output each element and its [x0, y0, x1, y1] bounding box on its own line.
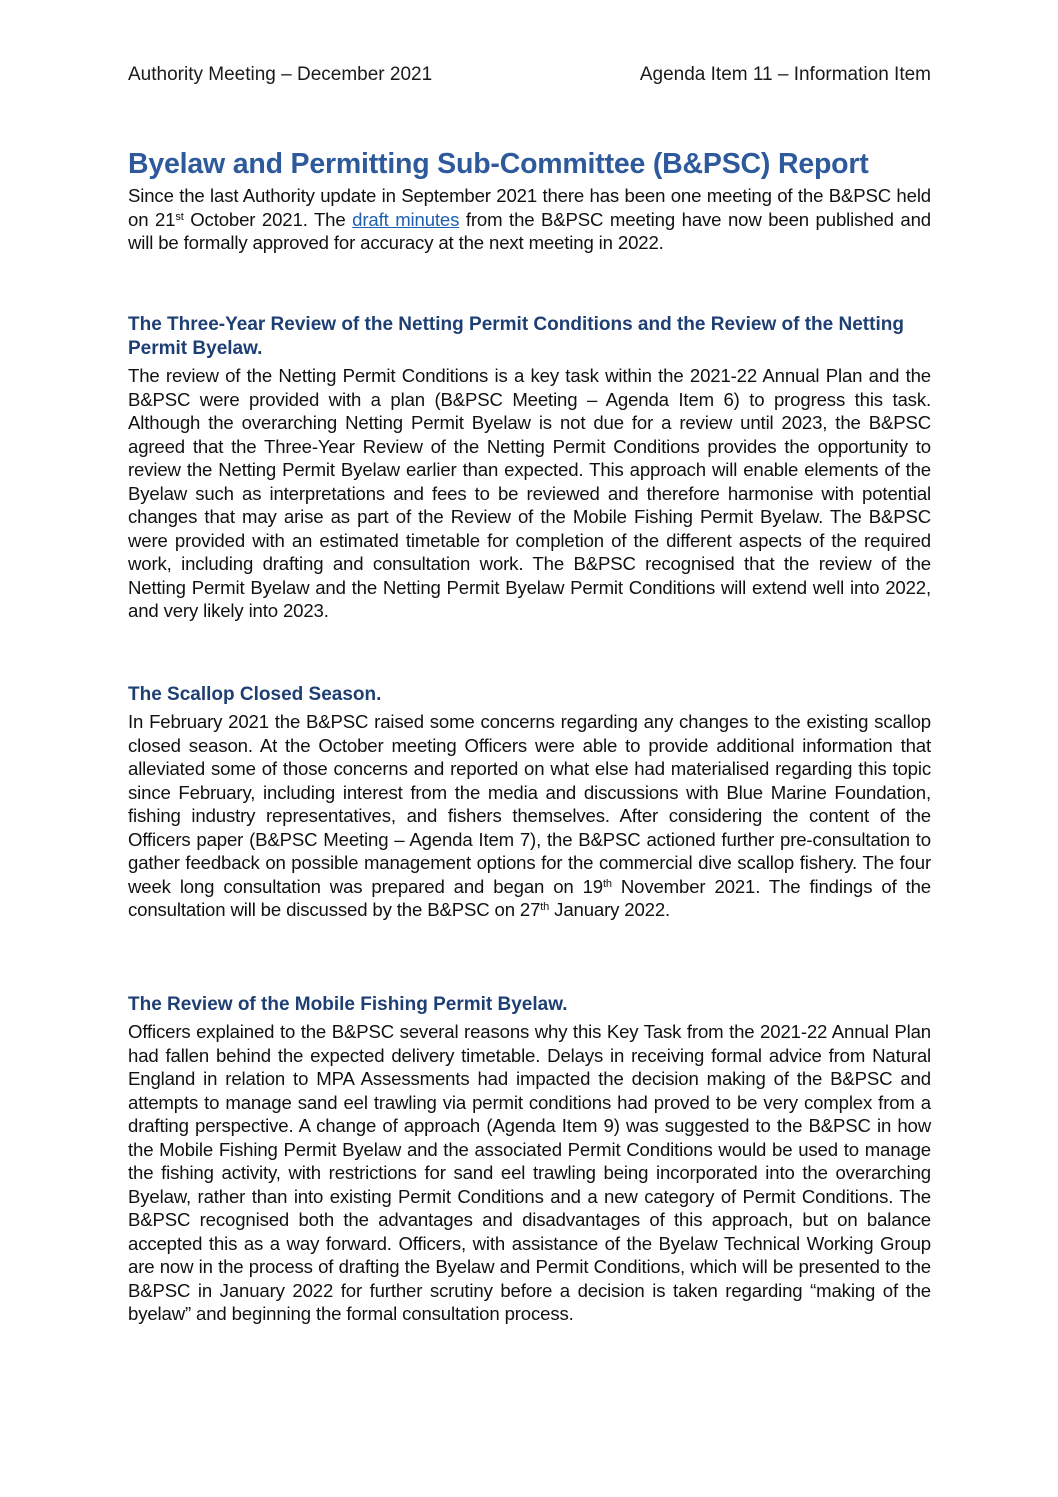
section-body-scallop	[128, 710, 931, 922]
scallop-text-1: In February 2021 the B&PSC raised some concerns regarding any changes to the existing scallop closed season. At the October meeting Officers were able to provide additional information that alleviated some of those concerns and reported on what else had materialised regarding this topic since February, including interest from the media and discussions with Blue Marine Foundation, fishing industry representatives, and fishers themselves. After considering the content of the Officers paper (B&PSC Meeting – Agenda Item 7), the B&PSC actioned further pre-consultation to gather feedback on possible management options for the commercial dive scallop fishery. The four week long consultation was prepared and began on 19	[128, 711, 931, 897]
intro-text-1: Since the last Authority update in September 2021 there has been one meeting of the B&PSC held on 21	[128, 185, 931, 230]
header-meeting: Authority Meeting – December 2021	[128, 64, 433, 85]
intro-text-2: October 2021. The	[183, 208, 353, 230]
draft-minutes-link[interactable]: draft minutes	[352, 208, 460, 230]
intro-paragraph	[128, 184, 931, 255]
header-agenda-item: Agenda Item 11 – Information Item	[639, 64, 931, 85]
section-heading-netting: The Three-Year Review of the Netting Permit Conditions and the Review of the Netting Permit Byelaw.	[128, 314, 904, 359]
scallop-text-2: November 2021. The findings of the consultation will be discussed by the B&PSC on 27	[128, 875, 931, 920]
report-title: Byelaw and Permitting Sub-Committee (B&PSC) Report	[128, 148, 869, 180]
section-heading-mobile-fishing: The Review of the Mobile Fishing Permit Byelaw.	[128, 994, 568, 1015]
scallop-text-3: January 2022.	[549, 899, 671, 920]
page-header	[128, 64, 931, 88]
intro-text-3: from the B&PSC meeting have now been published and will be formally approved for accuracy at the next meeting in 2022.	[128, 208, 931, 253]
section-body-mobile-fishing: Officers explained to the B&PSC several reasons why this Key Task from the 2021-22 Annual Plan had fallen behind the expected delivery timetable. Delays in receiving formal advice from Natural England in relation to MPA Assessments had impacted the decision making of the B&PSC and attempts to manage sand eel trawling via permit conditions had proved to be very complex from a drafting perspective. A change of approach (Agenda Item 9) was suggested to the B&PSC in how the Mobile Fishing Permit Byelaw and the associated Permit Conditions would be used to manage the fishing activity, with restrictions for sand eel trawling being incorporated into the overarching Byelaw, rather than into existing Permit Conditions and a new category of Permit Conditions. The B&PSC recognised both the advantages and disadvantages of this approach, but on balance accepted this as a way forward. Officers, with assistance of the Byelaw Technical Working Group are now in the process of drafting the Byelaw and Permit Conditions, which will be presented to the B&PSC in January 2022 for further scrutiny before a decision is taken regarding “making of the byelaw” and beginning the formal consultation process.	[128, 1021, 931, 1324]
intro-ordinal: st	[175, 210, 184, 223]
scallop-ordinal-2: th	[540, 901, 550, 913]
scallop-ordinal-1: th	[602, 877, 612, 890]
section-body-netting: The review of the Netting Permit Conditions is a key task within the 2021-22 Annual Plan and the B&PSC were provided with a plan (B&PSC Meeting – Agenda Item 6) to progress this task. Although the overarching Netting Permit Byelaw is not due for a review until 2023, the B&PSC agreed that the Three-Year Review of the Netting Permit Conditions provides the opportunity to review the Netting Permit Byelaw earlier than expected. This approach will enable elements of the Byelaw such as interpretations and fees to be reviewed and therefore harmonise with potential changes that may arise as part of the Review of the Mobile Fishing Permit Byelaw. The B&PSC were provided with an estimated timetable for completion of the different aspects of the required work, including drafting and consultation work. The B&PSC recognised that the review of the Netting Permit Byelaw and the Netting Permit Byelaw Permit Conditions will extend well into 2022, and very likely into 2023.	[128, 365, 931, 621]
section-heading-scallop: The Scallop Closed Season.	[128, 684, 382, 705]
